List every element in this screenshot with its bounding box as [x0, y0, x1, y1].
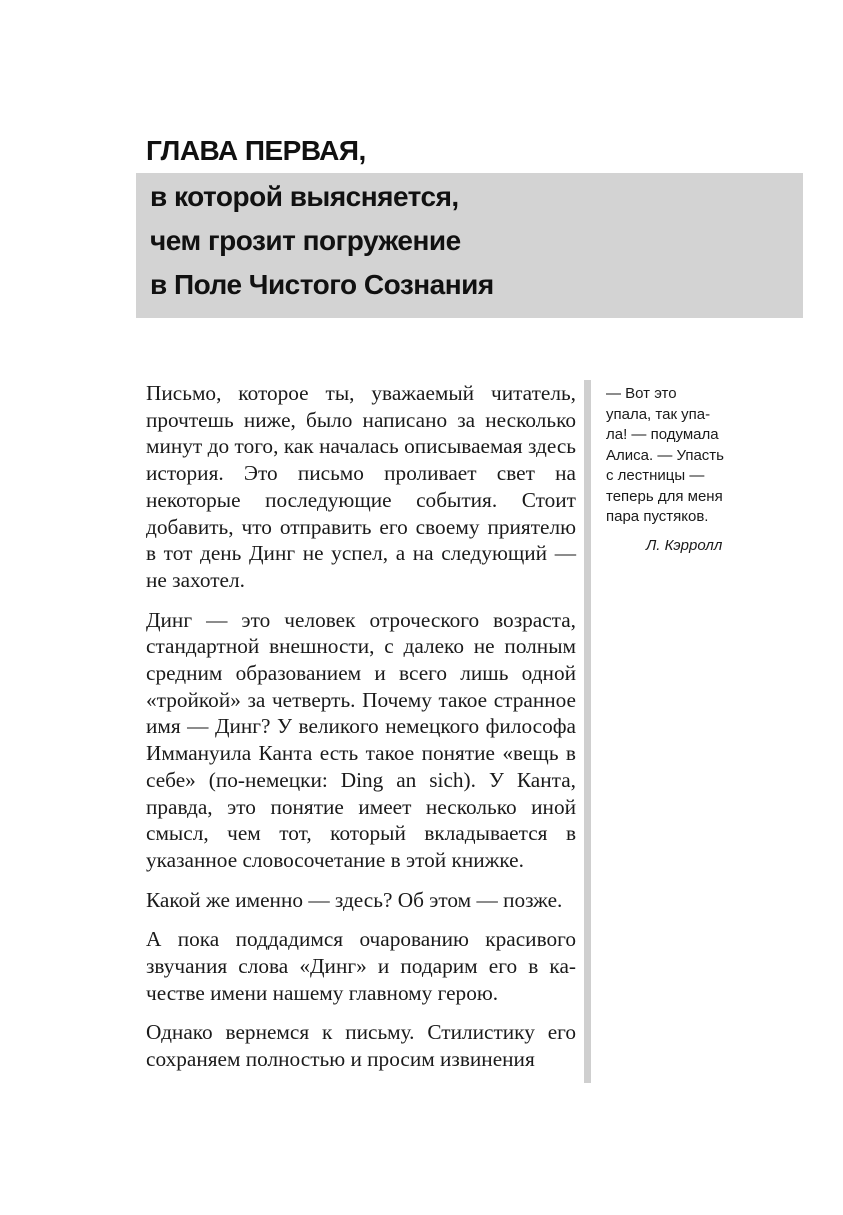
body-paragraph: А пока поддадимся очарованию красивого звучания слова «Динг» и подарим его в качестве имени нашему главному герою.	[146, 927, 576, 1005]
body-paragraph: Какой же именно — здесь? Об этом — позже.	[146, 887, 563, 912]
chapter-heading: ГЛАВА ПЕРВАЯ,	[146, 135, 366, 166]
epigraph	[606, 384, 766, 556]
epigraph-line: — Вот это	[606, 385, 677, 402]
epigraph-line: Алиса. — Упасть	[606, 446, 724, 464]
margin-divider-bar	[584, 380, 591, 1083]
chapter-subtitle-line: чем грозит погружение	[150, 225, 461, 256]
epigraph-line: теперь для меня	[606, 487, 723, 505]
body-paragraph: Однако вернемся к письму. Стилистику его сохраняем полностью и просим извинения	[146, 1020, 576, 1072]
epigraph-line: ла! — подумала	[606, 426, 719, 443]
body-text	[146, 380, 576, 1086]
epigraph-author: Л. Кэрролл	[646, 536, 723, 554]
epigraph-line: с лестницы —	[606, 467, 705, 484]
body-paragraph: Письмо, которое ты, уважаемый читатель, прочтешь ниже, было написано за несколько минут до того, как началась описываемая здесь история. Это письмо проливает свет на некоторые последующие события. Стоит добавить, что отправить его своему приятелю в тот день Динг не успел, а на следующий — не захотел.	[146, 381, 576, 592]
chapter-subtitle-line: в которой выясняется,	[150, 181, 459, 212]
epigraph-line: пара пустяков.	[606, 508, 709, 525]
chapter-subtitle-band	[136, 173, 803, 318]
body-paragraph: Динг — это человек отроческого возраста, стандартной внешности, с далеко не полным средним образованием и всего лишь одной «тройкой» за четверть. Почему такое странное имя — Динг? У великого немецкого философа Иммануила Канта есть такое понятие «вещь в себе» (по-немецки: Ding an sich). У Канта, правда, это понятие имеет несколько иной смысл, чем тот, который вкладывается в указанное словосочетание в этой книжке.	[146, 607, 576, 872]
chapter-subtitle-line: в Поле Чистого Сознания	[150, 269, 494, 300]
epigraph-line: упала, так упа-	[606, 405, 711, 423]
